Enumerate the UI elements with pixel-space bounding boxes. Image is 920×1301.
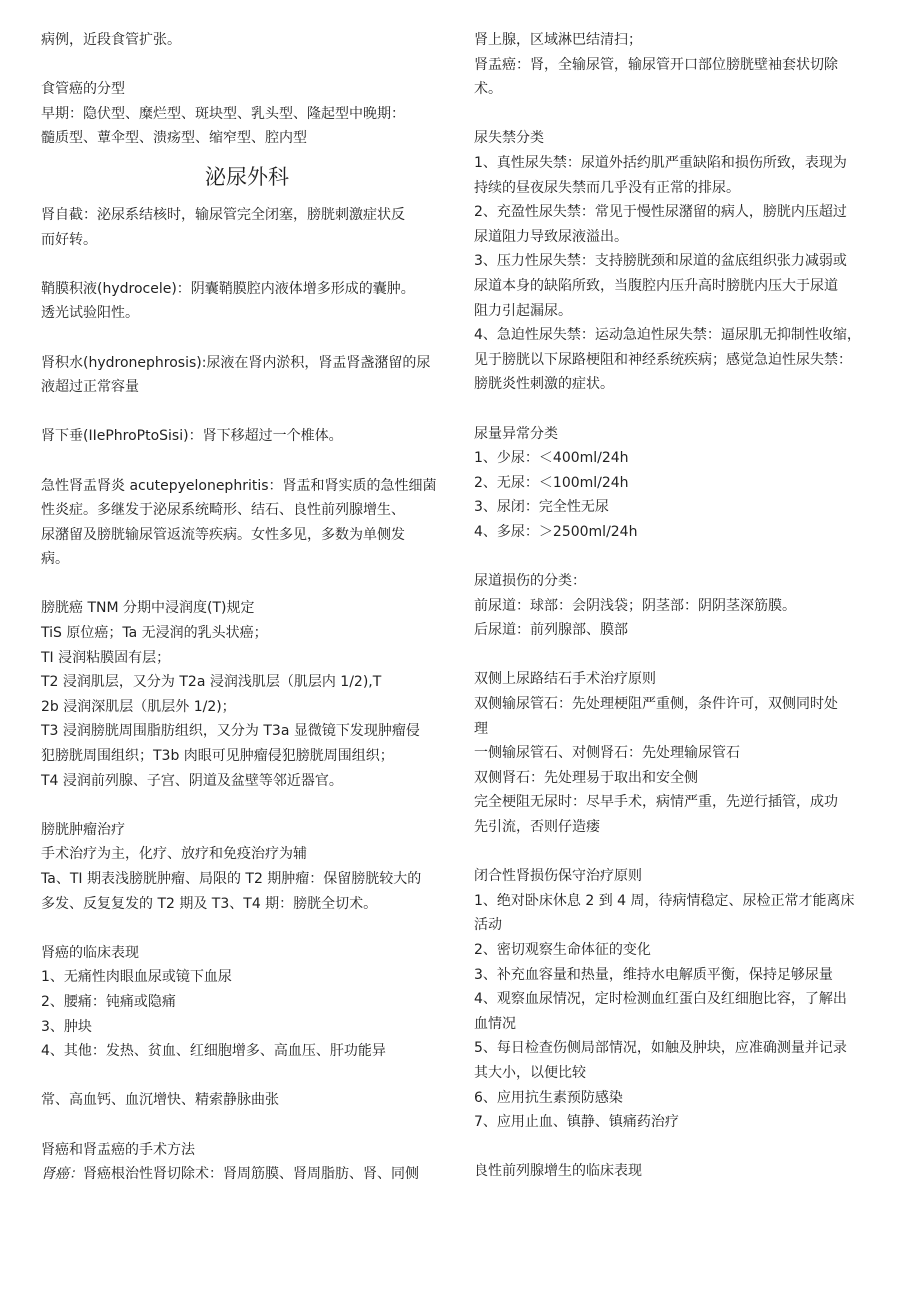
list-item: 血情况	[474, 1015, 516, 1032]
list-item: 其大小，以便比较	[474, 1064, 586, 1081]
text-line: 肾盂癌：肾，全输尿管，输尿管开口部位膀胱壁袖套状切除	[474, 56, 838, 73]
text-line: 性炎症。多继发于泌尿系统畸形、结石、良性前列腺增生、	[41, 502, 405, 519]
list-item: 4、其他：发热、贫血、红细胞增多、高血压、肝功能异	[41, 1043, 386, 1060]
text-line: 持续的昼夜尿失禁而几乎没有正常的排尿。	[474, 179, 740, 196]
section-heading: 泌尿外科	[205, 164, 289, 189]
text-line: 常、高血钙、血沉增快、精索静脉曲张	[41, 1092, 279, 1109]
tnm-title: 膀胱癌 TNM 分期中浸润度(T)规定	[41, 600, 255, 617]
right-column	[474, 28, 886, 1184]
text-line: 先引流，否则仔造瘘	[474, 819, 600, 835]
list-item: 1、绝对卧床休息 2 到 4 周，待病情稳定、尿检正常才能离床	[474, 892, 855, 909]
incontinence-title: 尿失禁分类	[474, 130, 544, 147]
renal-clinical-title: 肾癌的临床表现	[41, 944, 139, 961]
list-item: 3、尿闭：完全性无尿	[474, 499, 609, 516]
text-line: 肾积水(hydronephrosis):尿液在肾内淤积，肾盂肾盏潴留的尿	[41, 354, 431, 371]
text-line: 尿道本身的缺陷所致，当腹腔内压升高时膀胱内压大于尿道	[474, 277, 838, 294]
bladder-treatment-title: 膀胱肿瘤治疗	[41, 821, 125, 838]
text-line: 见于膀胱以下尿路梗阻和神经系统疾病；感觉急迫性尿失禁：	[474, 351, 852, 368]
text-line: 完全梗阻无尿时：尽早手术，病情严重，先逆行插管，成功	[474, 794, 838, 811]
text-line: 多发、反复复发的 T2 期及 T3、T4 期：膀胱全切术。	[41, 895, 378, 912]
list-item: 7、应用止血、镇静、镇痛药治疗	[474, 1114, 679, 1131]
text-line: T2 浸润肌层，又分为 T2a 浸润浅肌层（肌层内 1/2),T	[41, 674, 382, 691]
text-line: 双侧肾石：先处理易于取出和安全侧	[474, 769, 698, 786]
surgery-label: 肾癌：	[41, 1166, 83, 1183]
text-line: 后尿道：前列腺部、膜部	[474, 622, 628, 639]
list-item: 活动	[474, 917, 502, 934]
text-line: 病。	[41, 551, 69, 568]
text-line: 而好转。	[41, 231, 97, 248]
list-item: 4、观察血尿情况，定时检测血红蛋白及红细胞比容，了解出	[474, 991, 847, 1008]
text-line: 急性肾盂肾炎 acutepyelonephritis：肾盂和肾实质的急性细菌	[41, 477, 437, 494]
text-line: 肾下垂(IIePhroPtoSisi)：肾下移超过一个椎体。	[41, 428, 343, 445]
text-line: 尿潴留及膀胱输尿管返流等疾病。女性多见，多数为单侧发	[41, 526, 405, 543]
text-line: Ta、TI 期表浅膀胱肿瘤、局限的 T2 期肿瘤：保留膀胱较大的	[41, 871, 422, 887]
surgery-text: 肾癌根治性肾切除术：肾周筋膜、肾周脂肪、肾、同侧	[83, 1166, 419, 1183]
text-line: 2b 浸润深肌层（肌层外 1/2)；	[41, 698, 236, 715]
text-line: 3、压力性尿失禁：支持膀胱颈和尿道的盆底组织张力减弱或	[474, 253, 847, 270]
surgery-continuation: 肾上腺，区域淋巴结清扫；	[474, 32, 642, 48]
text-line: 前尿道：球部：会阴浅袋；阴茎部：阴阴茎深筋膜。	[474, 597, 796, 614]
text-line: 4、急迫性尿失禁：运动急迫性尿失禁：逼尿肌无抑制性收缩，	[474, 327, 861, 344]
urine-volume-title: 尿量异常分类	[474, 425, 558, 442]
list-item: 6、应用抗生素预防感染	[474, 1089, 623, 1106]
text-line: 双侧输尿管石：先处理梗阻严重侧，条件许可，双侧同时处	[474, 696, 838, 713]
list-item: 2、无尿：＜100ml∕24h	[474, 474, 629, 491]
urethra-title: 尿道损伤的分类：	[474, 573, 586, 590]
list-item: 5、每日检查伤侧局部情况，如触及肿块，应准确测量并记录	[474, 1040, 847, 1057]
list-item: 2、密切观察生命体征的变化	[474, 941, 651, 958]
text-line: 早期：隐伏型、糜烂型、斑块型、乳头型、隆起型中晚期：	[41, 105, 405, 122]
text-line: 尿道阻力导致尿液溢出。	[474, 228, 628, 245]
text-line: 一侧输尿管石、对侧肾石：先处理输尿管石	[474, 745, 740, 762]
text-line: 2、充盈性尿失禁：常见于慢性尿潴留的病人，膀胱内压超过	[474, 204, 847, 221]
surgery-line	[41, 1162, 453, 1187]
list-item: 3、肿块	[41, 1018, 92, 1035]
text-line: TI 浸润粘膜固有层；	[41, 649, 171, 666]
text-line: TiS 原位癌；Ta 无浸润的乳头状癌；	[41, 625, 268, 642]
text-line: 肾自截：泌尿系结核时，输尿管完全闭塞，膀胱刺激症状反	[41, 206, 405, 223]
list-item: 4、多尿：＞2500ml∕24h	[474, 523, 638, 540]
text-line: 液超过正常容量	[41, 379, 139, 396]
text-line: 手术治疗为主，化疗、放疗和免疫治疗为辅	[41, 846, 307, 863]
text-line: T4 浸润前列腺、子宫、阴道及盆壁等邻近器官。	[41, 772, 343, 789]
text-line: 鞘膜积液(hydrocele)：阴囊鞘膜腔内液体增多形成的囊肿。	[41, 280, 415, 297]
surgery-title: 肾癌和肾盂癌的手术方法	[41, 1141, 195, 1158]
text-line: 髓质型、蕈伞型、溃疡型、缩窄型、腔内型	[41, 130, 307, 147]
list-item: 1、少尿：＜400ml∕24h	[474, 450, 629, 467]
left-column	[41, 28, 453, 1187]
text-line: 膀胱炎性刺激的症状。	[474, 376, 614, 393]
text-line: 犯膀胱周围组织；T3b 肉眼可见肿瘤侵犯膀胱周围组织；	[41, 748, 394, 765]
text-line: 术。	[474, 81, 502, 98]
text-line: T3 浸润膀胱周围脂肪组织，又分为 T3a 显微镜下发现肿瘤侵	[41, 723, 420, 740]
text-line: 阻力引起漏尿。	[474, 302, 572, 319]
stone-title: 双侧上尿路结石手术治疗原则	[474, 671, 656, 688]
text-line: 透光试验阳性。	[41, 305, 139, 322]
bph-title: 良性前列腺增生的临床表现	[474, 1163, 642, 1180]
list-item: 2、腰痛：钝痛或隐痛	[41, 993, 176, 1010]
esophagus-continuation: 病例，近段食管扩张。	[41, 32, 181, 48]
esophagus-type-title: 食管癌的分型	[41, 81, 125, 98]
list-item: 3、补充血容量和热量，维持水电解质平衡，保持足够尿量	[474, 966, 833, 983]
text-line: 理	[474, 720, 488, 737]
text-line: 1、真性尿失禁：尿道外括约肌严重缺陷和损伤所致，表现为	[474, 154, 847, 171]
list-item: 1、无痛性肉眼血尿或镜下血尿	[41, 969, 232, 986]
kidney-injury-title: 闭合性肾损伤保守治疗原则	[474, 868, 642, 885]
